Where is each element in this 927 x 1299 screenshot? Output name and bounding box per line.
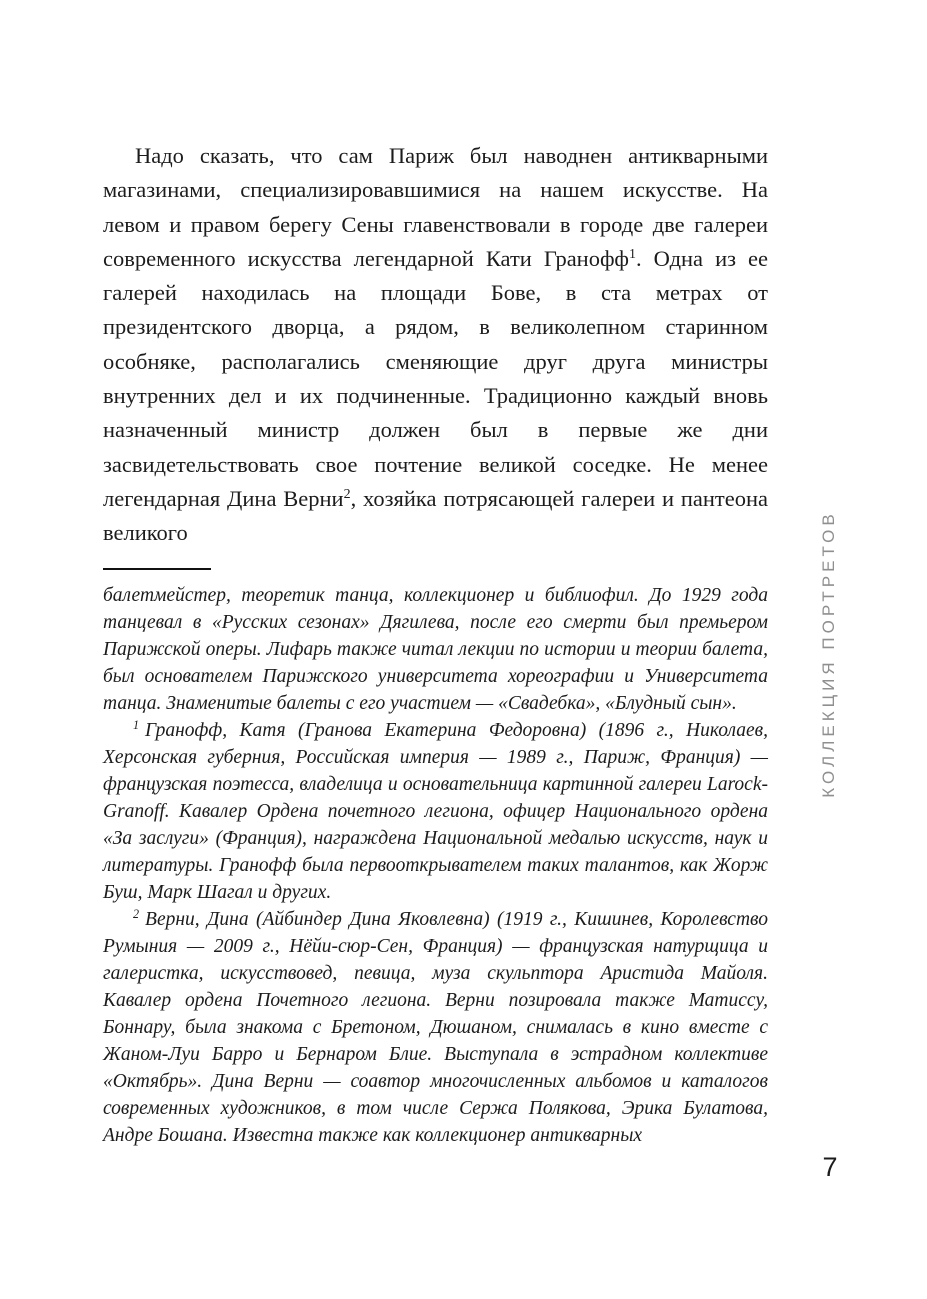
footnote-1-marker: 1 bbox=[133, 717, 140, 732]
footnote-2-text: Верни, Дина (Айбиндер Дина Яковлевна) (1919 г., Кишинев, Королевство Румыния — 2009 г., Нёйи-сюр-Сен, Франция) — французская натурщица и галеристка, искусствовед, певица, муза скульптора Аристида Майоля. Кавалер ордена Почетного легиона. Верни позировала также Матиссу, Боннару, была знакома с Бретоном, Дюшаном, снималась в кино вместе с Жаном-Луи Барро и Бернаром Блие. Выступала в эстрадном коллективе «Октябрь». Дина Верни — соавтор многочисленных альбомов и каталогов современных художников, в том числе Сержа Полякова, Эрика Булатова, Андре Бошана. Известна также как коллекционер антикварных bbox=[103, 908, 768, 1146]
footnote-reference-2: 2 bbox=[343, 487, 351, 503]
main-paragraph bbox=[103, 139, 768, 551]
page-text-column bbox=[103, 139, 768, 1149]
footnote-separator-rule bbox=[103, 568, 211, 570]
main-paragraph-text-1: Надо сказать, что сам Париж был наводнен антикварными магазинами, специализировавшимися на нашем искусстве. На левом и правом берегу Сены главенствовали в городе две галереи современного искусства легендарной Кати Гранофф bbox=[103, 143, 768, 271]
footnote-continuation: балетмейстер, теоретик танца, коллекционер и библиофил. До 1929 года танцевал в «Русских сезонах» Дягилева, после его смерти был премьером Парижской оперы. Лифарь также читал лекции по истории и теории балета, был основателем Парижского университета хореографии и Университета танца. Знаменитые балеты с его участием — «Свадебка», «Блудный сын». bbox=[103, 584, 768, 714]
footnote-2 bbox=[103, 906, 768, 1149]
chapter-sidebar-label: КОЛЛЕКЦИЯ ПОРТРЕТОВ bbox=[819, 510, 838, 798]
footnote-1 bbox=[103, 717, 768, 906]
main-paragraph-text-3: , хозяйка потрясающей галереи и пантеона великого bbox=[103, 485, 768, 546]
footnote-2-marker: 2 bbox=[133, 906, 140, 921]
footnote-reference-1: 1 bbox=[629, 247, 636, 263]
page-number: 7 bbox=[822, 1152, 838, 1182]
footnote-1-text: Гранофф, Катя (Гранова Екатерина Федоровна) (1896 г., Николаев, Херсонская губерния, Российская империя — 1989 г., Париж, Франция) — французская поэтесса, владелица и основательница картинной галереи Larock-Granoff. Кавалер Ордена почетного легиона, офицер Национального ордена «За заслуги» (Франция), награждена Национальной медалью искусств, наук и литературы. Гранофф была первооткрывателем таких талантов, как Жорж Буш, Марк Шагал и других. bbox=[103, 719, 768, 903]
main-paragraph-text-2: . Одна из ее галерей находилась на площади Бове, в ста метрах от президентского дворца, а рядом, в великолепном старинном особняке, располагались сменяющие друг друга министры внутренних дел и их подчиненные. Традиционно каждый вновь назначенный министр должен был в первые же дни засвидетельствовать свое почтение великой соседке. Не менее легендарная Дина Верни bbox=[103, 245, 768, 511]
footnotes-block bbox=[103, 582, 768, 1149]
